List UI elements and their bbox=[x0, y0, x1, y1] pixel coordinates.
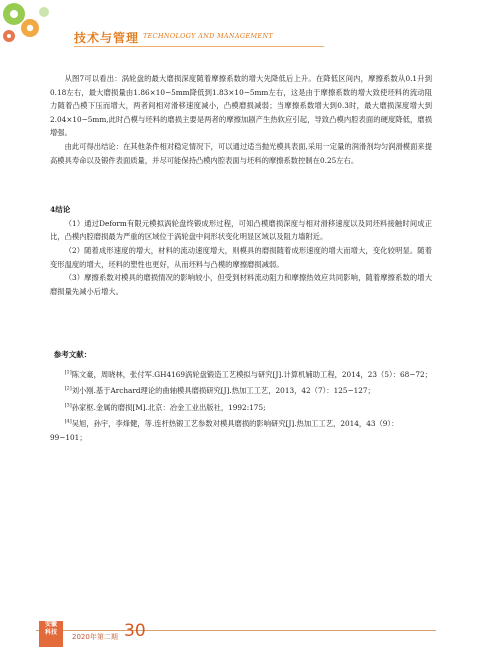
issue-label: 2020年第二期 bbox=[72, 633, 118, 641]
paragraph-analysis: 从图7可以看出：涡轮盘的最大磨损深度随着摩擦系数的增大先降低后上升。在降低区间内，摩擦系数从0.1升到0.18左右，最大磨损量由1.86×10−5mm降低到1.83×10−5mm左右，这是由于摩擦系数的增大致使坯料的流动阻力随着凸模下压而增大，两者间相对滑移速度减小，凸模磨损减弱；当摩擦系数增大到0.3时，最大磨损深度增大到2.04×10−5mm,此时凸模与坯料的磨损主要是两者的摩擦加剧产生热软应引起，导致凸模内腔表面的硬度降低，磨损增强。 bbox=[50, 74, 432, 138]
reference-item: [2]刘小刚.基于Archard理论的曲轴模具磨损研究[J].热加工工艺，2013，42（7）：125−127； bbox=[64, 385, 375, 396]
section-header bbox=[58, 26, 358, 48]
conclusion-heading: 4结论 bbox=[50, 205, 71, 215]
section-title: 技术与管理 bbox=[74, 31, 140, 45]
references-title: 参考文献： bbox=[53, 350, 92, 360]
conclusion-item-2: （2）随着成形速度的增大，材料的流动速度增大，则模具的磨损随着成形速度的增大而增大，变化较明显。随着变形温度的增大，坯料的塑性也更好，从而坯料与凸模的摩擦磨损减弱。 bbox=[50, 245, 432, 269]
conclusion-item-3: （3）摩擦系数对模具的磨损情况的影响较小，但受到材料流动阻力和摩擦热效应共同影响，随着摩擦系数的增大磨损量先减小后增大。 bbox=[50, 273, 432, 296]
article-body bbox=[50, 72, 432, 447]
journal-badge: 安徽 科技 bbox=[39, 621, 63, 647]
conclusion-item-1: （1）通过Deform有限元模拟涡轮盘终锻成形过程，可知凸模磨损深度与相对滑移速度以及同坯料接触时间成正比，凸模内腔磨损最为严重的区域位于涡轮盘中间形状变化明显区域以及阻力墙附近。 bbox=[50, 218, 432, 242]
header-divider bbox=[74, 46, 324, 47]
footer-divider bbox=[36, 630, 436, 631]
page-number: 30 bbox=[124, 621, 146, 641]
reference-item: [1]陈文豪，周晓林，张付军.GH4169涡轮盘锻造工艺模拟与研究[J].计算机辅助工程，2014，23（5）：68−72； bbox=[64, 369, 432, 379]
reference-item: [3]孙家枢.金属的磨损[M].北京：冶金工业出版社，1992:175; bbox=[64, 402, 266, 412]
section-title-english: TECHNOLOGY AND MANAGEMENT bbox=[143, 32, 274, 40]
reference-item: [4]吴旭，孙宇，李烽健，等.连杆热锻工艺参数对模具磨损的影响研究[J].热加工工艺，2014，43（9）：99−101； bbox=[50, 418, 399, 442]
paragraph-summary: 由此可得出结论：在其他条件相对稳定情况下，可以通过适当抛光模具表面,采用一定量的润滑剂均匀润滑模面来提高模具寿命以及锻件表面质量，并尽可能保持凸模内腔表面与坯料的摩擦系数控制在0.25左右。 bbox=[50, 141, 432, 165]
